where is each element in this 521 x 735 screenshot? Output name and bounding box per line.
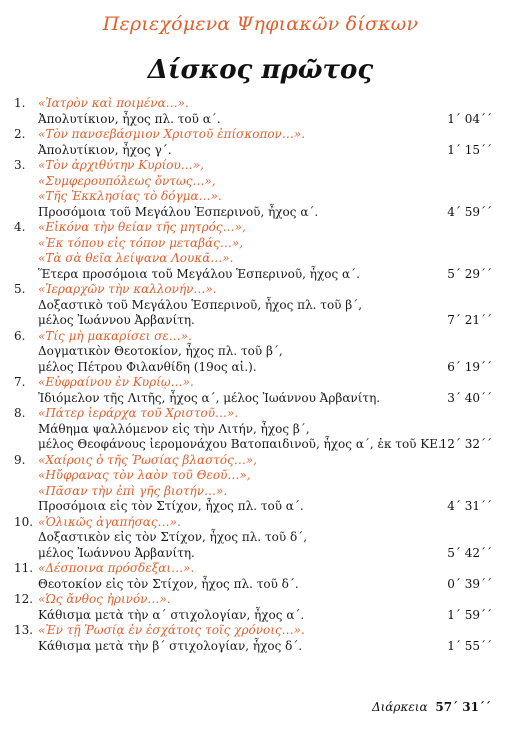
track-incipit: «Ἱεραρχῶν τὴν καλλονήν…». xyxy=(38,282,217,296)
track-description xyxy=(38,577,492,593)
track-description-text: Κάθισμα μετὰ τὴν β΄ στιχολογίαν, ἦχος δ΄. xyxy=(38,638,303,653)
track-duration: 6΄ 19΄΄ xyxy=(447,359,492,374)
track-duration: 5΄ 42΄΄ xyxy=(447,545,492,560)
track-number: 1. xyxy=(14,96,26,110)
page-title: Περιεχόμενα Ψηφιακῶν δίσκων xyxy=(102,13,419,35)
track-description-text: Μάθημα ψαλλόμενον εἰς τὴν Λιτήν, ἦχος β΄, xyxy=(38,421,310,436)
track-description xyxy=(38,112,492,128)
track-item xyxy=(14,282,492,329)
track-number: 7. xyxy=(14,375,26,389)
track-incipit: «Τὸν πανσεβάσμιον Χριστοῦ ἐπίσκοπον…». xyxy=(38,127,306,141)
track-description-text: Δογματικὸν Θεοτοκίον, ἦχος πλ. τοῦ β΄, xyxy=(38,344,283,358)
track-incipit: «Ὡς ἄνθος ἠρινόν…». xyxy=(38,592,171,606)
track-description-text: μέλος Θεοφάνους ἱερομονάχου Βατοπαιδινοῦ, ἦχος α΄, ἐκ τοῦ ΚΕ. xyxy=(38,437,442,451)
track-description-text: Δοξαστικὸ τοῦ Μεγάλου Ἑσπερινοῦ, ἦχος πλ. τοῦ β΄, xyxy=(38,297,363,312)
track-duration: 1΄ 04΄΄ xyxy=(447,111,492,126)
total-duration xyxy=(372,700,491,714)
track-duration: 5΄ 29΄΄ xyxy=(447,266,492,281)
track-incipit: «Πᾶσαν τὴν ἐπὶ γῆς βιοτήν…». xyxy=(38,483,228,498)
track-description-text: μέλος Ἰωάννου Ἀρβανίτη. xyxy=(38,313,195,327)
track-item xyxy=(14,623,492,654)
total-label: Διάρκεια xyxy=(371,700,428,714)
track-item xyxy=(14,220,492,282)
track-description xyxy=(38,360,492,376)
track-description-text: Ἕτερα προσόμοια τοῦ Μεγάλου Ἑσπερινοῦ, ἦχος α΄. xyxy=(38,266,360,281)
track-description xyxy=(38,313,492,329)
track-incipit: «Χαίροις ὁ τῆς Ῥωσίας βλαστός…», xyxy=(38,452,257,467)
track-item xyxy=(14,375,492,406)
track-number: 12. xyxy=(14,592,34,606)
track-description-text: Δοξαστικὸν εἰς τὸν Στίχον, ἦχος πλ. τοῦ δ΄, xyxy=(38,530,308,544)
track-item xyxy=(14,96,492,127)
track-number: 10. xyxy=(14,514,34,529)
track-number: 11. xyxy=(14,561,34,575)
track-description xyxy=(38,546,492,562)
track-incipit: «Τὰ σὰ θεῖα λείψανα Λουκᾶ…». xyxy=(38,251,234,265)
track-incipit: «Ἐν τῇ Ῥωσίᾳ ἐν ἐσχάτοις τοῖς χρόνοις…». xyxy=(38,623,305,637)
track-description-text: Θεοτοκίον εἰς τὸν Στίχον, ἦχος πλ. τοῦ δ΄. xyxy=(38,576,299,591)
track-incipit: «Ἰατρὸν καὶ ποιμένα…». xyxy=(38,96,189,110)
track-incipit: «Συμφερουπόλεως ὄντως…», xyxy=(38,173,216,188)
track-description xyxy=(38,205,492,221)
track-incipit: «Ηὔφρανας τὸν λαὸν τοῦ Θεοῦ…», xyxy=(38,468,251,482)
track-item xyxy=(14,515,492,562)
track-description xyxy=(38,499,492,515)
track-item xyxy=(14,592,492,623)
track-description xyxy=(38,639,492,655)
track-incipit: «Τίς μὴ μακαρίσει σε…». xyxy=(38,328,192,343)
track-description-text: μέλος Ἰωάννου Ἀρβανίτη. xyxy=(38,545,195,560)
track-duration: 7΄ 21΄΄ xyxy=(447,313,492,327)
track-incipit: «Ὁλικῶς ἀγαπήσας…». xyxy=(38,514,181,529)
track-description-text: Κάθισμα μετὰ τὴν α΄ στιχολογίαν, ἦχος α΄. xyxy=(38,607,305,622)
track-duration: 3΄ 40΄΄ xyxy=(447,390,492,405)
track-duration: 12΄ 32΄΄ xyxy=(439,437,492,451)
track-duration: 4΄ 59΄΄ xyxy=(447,204,492,219)
track-number: 6. xyxy=(14,328,26,343)
track-number: 3. xyxy=(14,158,26,172)
track-description xyxy=(38,391,492,407)
track-number: 5. xyxy=(14,282,26,296)
track-item xyxy=(14,158,492,220)
track-description xyxy=(38,143,492,159)
track-number: 9. xyxy=(14,452,26,467)
track-item xyxy=(14,453,492,515)
track-duration: 0΄ 39΄΄ xyxy=(447,576,492,591)
track-incipit: «Εὐφραίνου ἐν Κυρίῳ…». xyxy=(38,375,194,389)
track-number: 4. xyxy=(14,220,26,234)
track-number: 2. xyxy=(14,127,26,141)
total-value: 57΄ 31΄΄ xyxy=(435,700,491,714)
track-description xyxy=(38,530,492,546)
track-description xyxy=(38,437,492,453)
track-item xyxy=(14,329,492,376)
track-list xyxy=(14,96,492,654)
track-duration: 1΄ 59΄΄ xyxy=(447,607,492,622)
track-incipit: «Δέσποινα πρόσδεξαι…». xyxy=(38,561,195,575)
track-number: 13. xyxy=(14,623,34,637)
track-description xyxy=(38,344,492,360)
track-duration: 4΄ 31΄΄ xyxy=(447,499,492,513)
track-duration: 1΄ 55΄΄ xyxy=(447,638,492,653)
track-incipit: «Τὸν ἀρχιθύτην Κυρίου…», xyxy=(38,158,204,172)
track-incipit: «Πάτερ ἱεράρχα τοῦ Χριστοῦ…». xyxy=(38,406,239,420)
track-description-text: Ἀπολυτίκιον, ἦχος πλ. τοῦ α΄. xyxy=(38,111,221,126)
track-incipit: «Τῆς Ἐκκλησίας τὸ δόγμα…». xyxy=(38,189,222,203)
track-description xyxy=(38,298,492,314)
track-description-text: Ἰδιόμελον τῆς Λιτῆς, ἦχος α΄, μέλος Ἰωάννου Ἀρβανίτη. xyxy=(38,390,381,405)
track-item xyxy=(14,561,492,592)
track-description xyxy=(38,608,492,624)
track-duration: 1΄ 15΄΄ xyxy=(447,142,492,157)
track-item xyxy=(14,127,492,158)
track-item xyxy=(14,406,492,453)
track-description-text: μέλος Πέτρου Φιλανθίδη (19ος αἰ.). xyxy=(38,359,257,374)
disc-title: Δίσκος πρῶτος xyxy=(147,55,374,85)
track-incipit: «Εἰκόνα τὴν θείαν τῆς μητρός…», xyxy=(38,220,246,234)
track-description-text: Προσόμοια εἰς τὸν Στίχον, ἦχος πλ. τοῦ α΄. xyxy=(38,499,304,513)
track-description-text: Ἀπολυτίκιον, ἦχος γ΄. xyxy=(38,142,172,157)
track-incipit: «Ἐκ τόπου εἰς τόπον μεταβάς…», xyxy=(38,235,244,250)
track-number: 8. xyxy=(14,406,26,420)
track-description-text: Προσόμοια τοῦ Μεγάλου Ἑσπερινοῦ, ἦχος α΄. xyxy=(38,204,319,219)
track-description xyxy=(38,422,492,438)
track-description xyxy=(38,267,492,283)
